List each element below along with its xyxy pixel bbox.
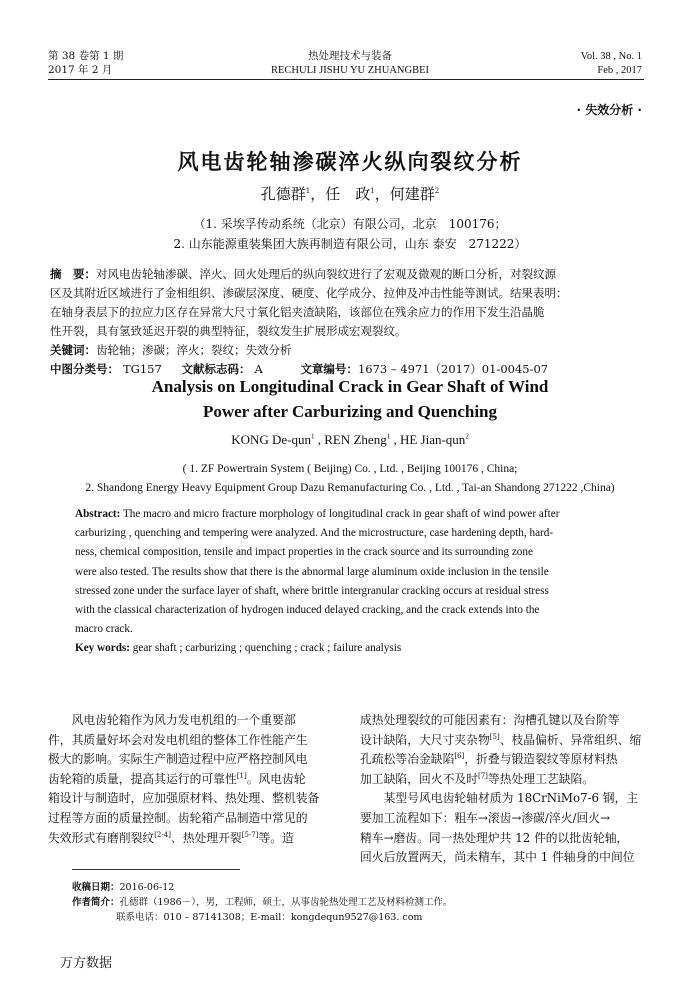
- author-bio: 孔德群（1986－），男，工程师，硕士，从事齿轮热处理工艺及材料检测工作。: [119, 897, 453, 908]
- received-date: 2016-06-12: [119, 882, 175, 893]
- authors-en: KONG De-qun$^1$ , REN Zheng$^1$ , HE Jian-qun$^2$: [231, 432, 469, 447]
- header-journal-cn: 热处理技术与装备: [308, 50, 392, 62]
- footnote-rule: [72, 869, 240, 870]
- title-cn: 风电齿轮轴渗碳淬火纵向裂纹分析: [177, 150, 523, 174]
- body-left-column: 风电齿轮箱作为风力发电机组的一个重要部 件，其质量好坏会对发电机组的整体工作性能产生 极大的影响。实际生产制造过程中应严格控制风电 齿轮箱的质量，提高其运行的可靠性[1]。风电齿轮 箱设计与制造时，应加强原材料、热处理、整机装备 过程等方面的质量控制。齿轮箱产品制造中常见的 失效形式有磨削裂纹[2-4]、热处理开裂[5-7]等。造: [48, 713, 320, 845]
- header-volume-cn: 第 38 卷第 1 期: [48, 50, 124, 62]
- watermark: 万方数据: [60, 956, 113, 971]
- author-cn-1: 孔德群: [260, 185, 306, 203]
- title-en-line2: Power after Carburizing and Quenching: [202, 402, 498, 421]
- header-date-en: Feb , 2017: [597, 65, 642, 76]
- keywords-en-label: Key words:: [75, 642, 130, 655]
- affiliation-cn-2: 2. 山东能源重装集团大族再制造有限公司，山东 泰安 271222）: [173, 237, 527, 251]
- keywords-cn-label: 关键词：: [50, 343, 96, 357]
- abstract-en: Abstract: The macro and micro fracture morphology of longitudinal crack in gear shaft of wind power after carburizing , quenching and tempering were analyzed. And the microstructure, case hardening depth, hard- ness, chemical composition, tensile and impact properties in the crack source and its surrounding zone were also tested. The results show that there is the abnormal large aluminum oxide inclusion in the tensile stressed zone under the surface layer of shaft, where brittle intergranular cracking occurs at residual stress with the classical characterization of hydrogen induced delayed cracking, and the crack extends into the macro crack. Key words: gear shaft ; carburizing ; quenching ; crack ; failure analysis: [75, 508, 560, 655]
- doc-code: A: [254, 362, 263, 376]
- title-en-line1: Analysis on Longitudinal Crack in Gear Shaft of Wind: [151, 377, 549, 396]
- keywords-cn: 齿轮轴；渗碳；淬火；裂纹；失效分析: [96, 343, 292, 357]
- article-number: 1673 – 4971（2017）01-0045-07: [357, 362, 549, 376]
- abstract-cn-label: 摘 要：: [50, 267, 96, 281]
- keywords-en: gear shaft ; carburizing ; quenching ; crack ; failure analysis: [130, 642, 402, 655]
- author-cn-3: 何建群: [389, 185, 435, 203]
- abstract-en-label: Abstract:: [75, 508, 121, 520]
- contact-info: 联系电话：010 – 87141308；E-mail：kongdequn9527@163. com: [116, 912, 423, 923]
- body-right-column: 成热处理裂纹的可能因素有：沟槽孔键以及台阶等 设计缺陷，大尺寸夹杂物[5]、枝晶偏析、异常组织、缩 孔疏松等冶金缺陷[6]，折叠与锻造裂纹等原材料热 加工缺陷，回火不及时[7]等热处理工艺缺陷。 某型号风电齿轮轴材质为 18CrNiMo7-6 钢，主 要加工流程如下：粗车→滚齿→渗碳/淬火/回火→ 精车→磨齿。同一热处理炉共 12 件的以批齿轮轴， 回火后放置两天，尚未精车，其中 1 件轴身的中间位: [360, 713, 642, 865]
- affiliation-en-1: ( 1. ZF Powertrain System ( Beijing) Co. , Ltd. , Beijing 100176 , China;: [182, 463, 518, 475]
- authors-cn: 孔德群$^1$，任 政$^1$，何建群$^2$: [260, 185, 440, 203]
- header-volume-en: Vol. 38 , No. 1: [580, 51, 642, 62]
- affiliation-en-2: 2. Shandong Energy Heavy Equipment Group Dazu Remanufacturing Co. , Ltd. , Tai-an Shandong 271222 ,China): [85, 482, 615, 494]
- abstract-cn: 摘 要：对风电齿轮轴渗碳、淬火、回火处理后的纵向裂纹进行了宏观及微观的断口分析，对裂纹源 区及其附近区域进行了金相组织、渗碳层深度、硬度、化学成分、拉伸及冲击性能等测试。结果表明： 在轴身表层下的拉应力区存在异常大尺寸氧化铝夹渣缺陷，该部位在残余应力的作用下发生沿晶脆 性开裂，具有氢致延迟开裂的典型特征，裂纹发生扩展形成宏观裂纹。 关键词：齿轮轴；渗碳；淬火；裂纹；失效分析 中图分类号： TG157 文献标志码： A 文章编号：1673 – 4971（2017）01-0045-07: [50, 267, 568, 376]
- header-journal-pinyin: RECHULI JISHU YU ZHUANGBEI: [271, 65, 429, 76]
- footnote: 收稿日期：2016-06-12 作者简介：孔德群（1986－），男，工程师，硕士，从事齿轮热处理工艺及材料检测工作。 联系电话：010 – 87141308；E-mail：kongdequn9527@163. com: [72, 882, 453, 923]
- header-date-cn: 2017 年 2 月: [48, 64, 113, 76]
- clc-number: TG157: [123, 362, 162, 376]
- section-tag: · 失效分析 ·: [576, 103, 642, 117]
- affiliation-cn-1: （1. 采埃孚传动系统（北京）有限公司，北京 100176；: [193, 217, 507, 231]
- header-rule: [48, 79, 644, 80]
- author-cn-2: 任 政: [325, 185, 371, 203]
